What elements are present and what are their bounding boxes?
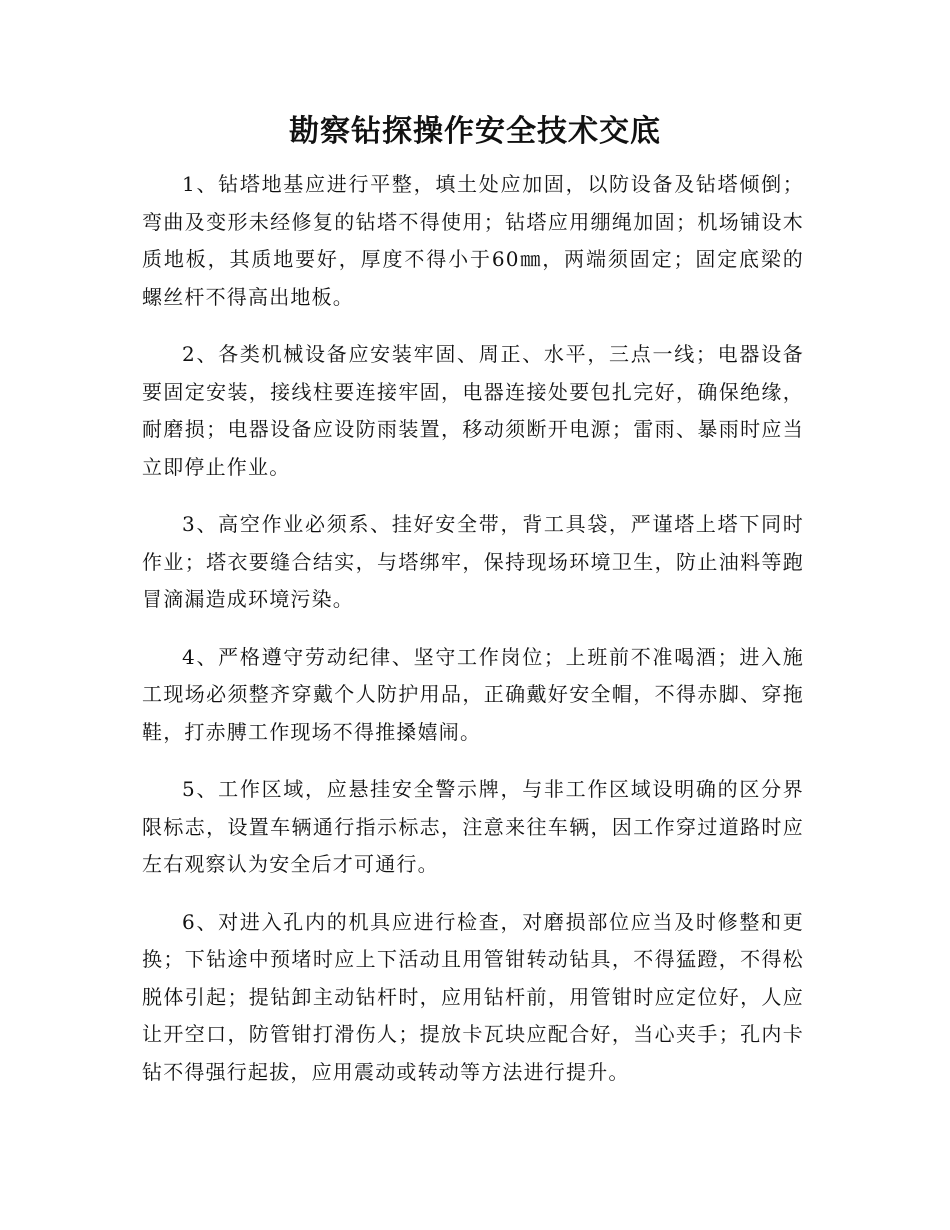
document-body — [142, 166, 804, 1111]
paragraph-4: 4、严格遵守劳动纪律、坚守工作岗位；上班前不准喝酒；进入施工现场必须整齐穿戴个人防护用品，正确戴好安全帽，不得赤脚、穿拖鞋，打赤膊工作现场不得推搡嬉闹。 — [142, 644, 804, 744]
paragraph-6: 6、对进入孔内的机具应进行检查，对磨损部位应当及时修整和更换；下钻途中预堵时应上下活动且用管钳转动钻具，不得猛蹬，不得松脱体引起；提钻卸主动钻杆时，应用钻杆前，用管钳时应定位好，人应让开空口，防管钳打滑伤人；提放卡瓦块应配合好，当心夹手；孔内卡钻不得强行起拔，应用震动或转动等方法进行提升。 — [142, 909, 804, 1084]
paragraph-1: 1、钻塔地基应进行平整，填土处应加固，以防设备及钻塔倾倒；弯曲及变形未经修复的钻塔不得使用；钻塔应用绷绳加固；机场铺设木质地板，其质地要好，厚度不得小于60㎜，两端须固定；固定底梁的螺丝杆不得高出地板。 — [142, 172, 804, 309]
paragraph-2: 2、各类机械设备应安装牢固、周正、水平，三点一线；电器设备要固定安装，接线柱要连接牢固，电器连接处要包扎完好，确保绝缘，耐磨损；电器设备应设防雨装置，移动须断开电源；雷雨、暴雨时应当立即停止作业。 — [142, 342, 804, 479]
paragraph-3: 3、高空作业必须系、挂好安全带，背工具袋，严谨塔上塔下同时作业；塔衣要缝合结实，与塔绑牢，保持现场环境卫生，防止油料等跑冒滴漏造成环境污染。 — [142, 512, 804, 611]
paragraph-5: 5、工作区域，应悬挂安全警示牌，与非工作区域设明确的区分界限标志，设置车辆通行指示标志，注意来往车辆，因工作穿过道路时应左右观察认为安全后才可通行。 — [142, 777, 804, 876]
document-title: 勘察钻探操作安全技术交底 — [289, 114, 661, 149]
